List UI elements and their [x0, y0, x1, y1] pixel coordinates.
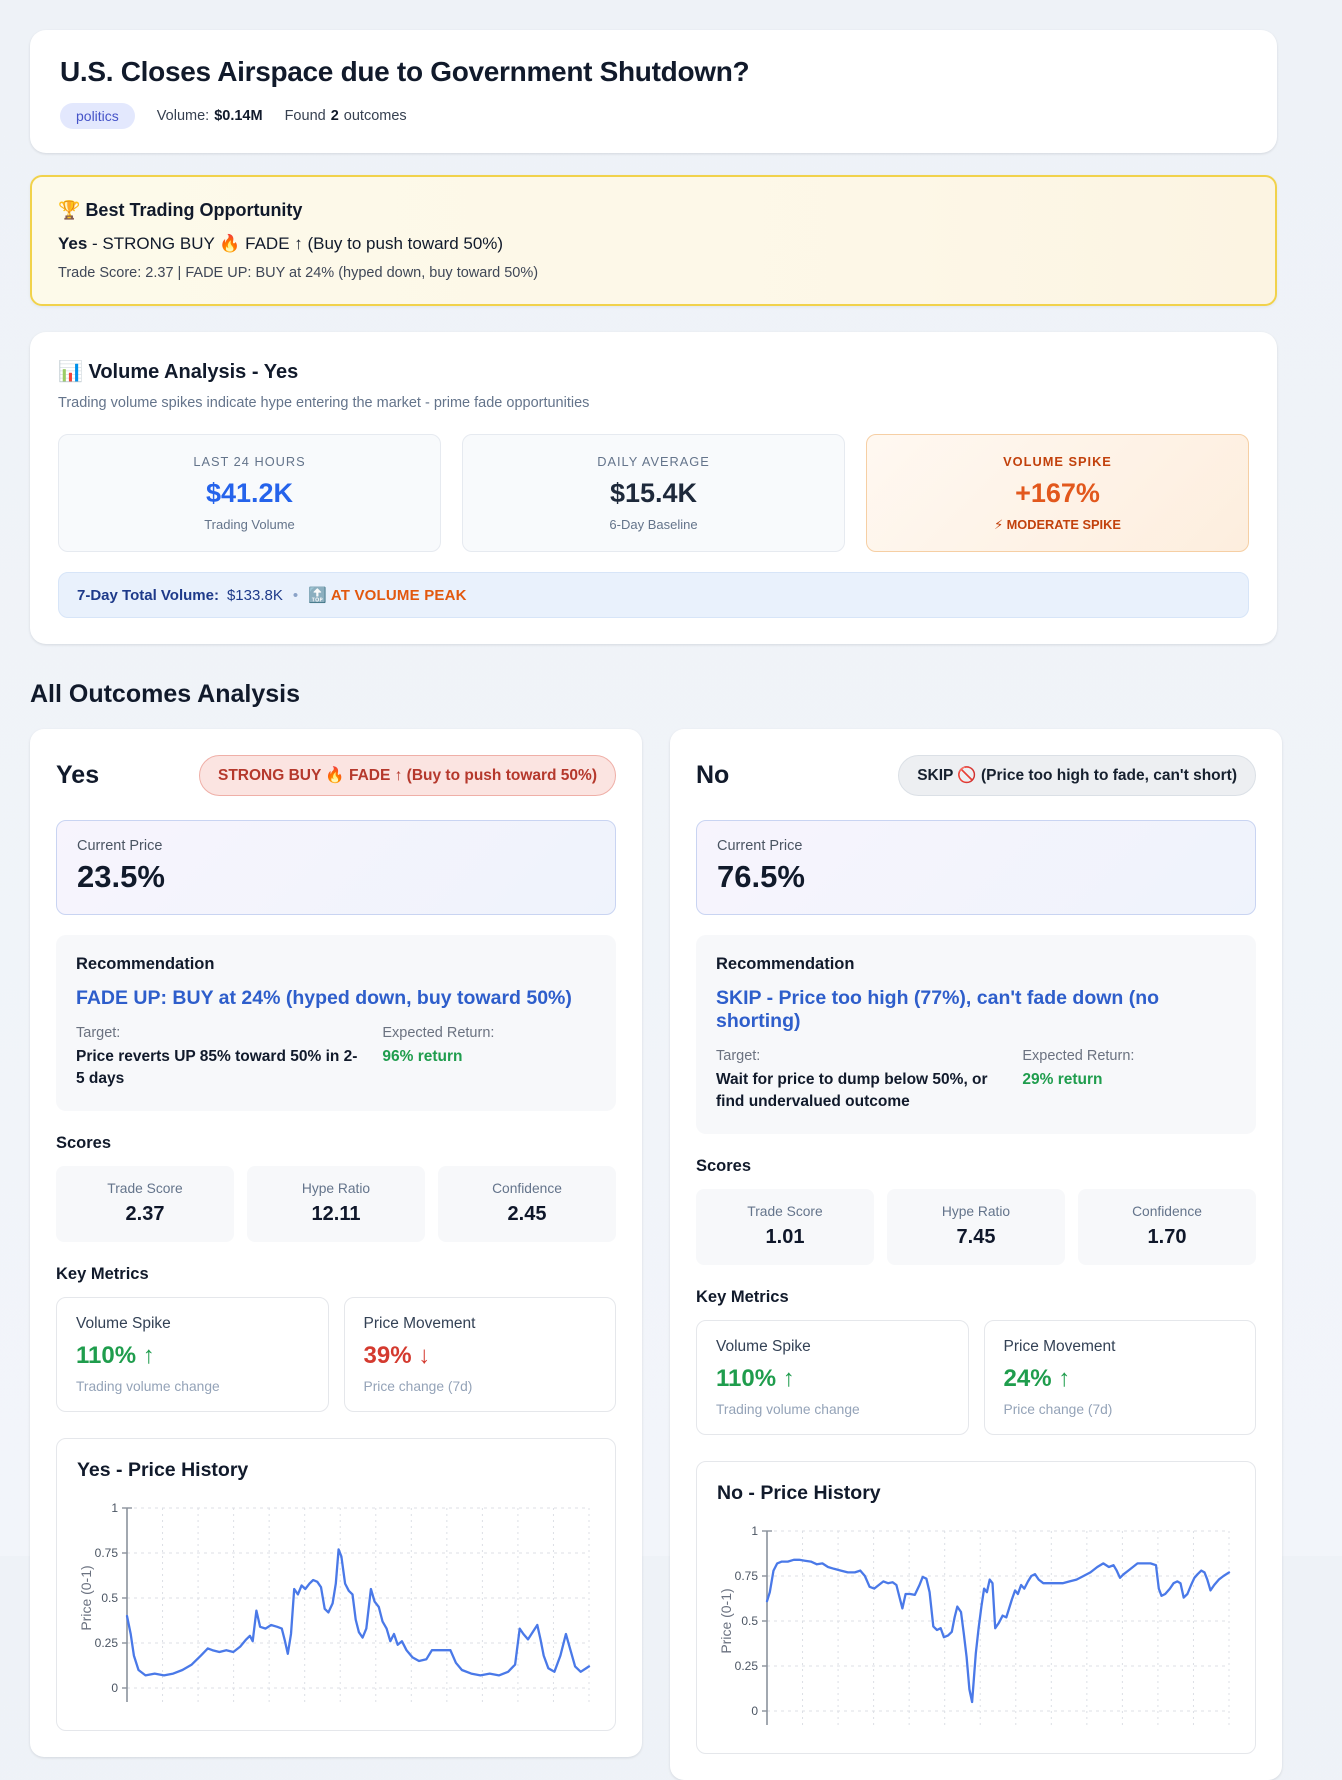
market-title: U.S. Closes Airspace due to Government Shutdown? [60, 56, 750, 87]
volume-spike-metric-no: Volume Spike 110% ↑ Trading volume change [696, 1320, 969, 1435]
svg-text:0: 0 [751, 1703, 758, 1718]
volume-spike-metric-yes: Volume Spike 110% ↑ Trading volume change [56, 1297, 329, 1412]
svg-text:1: 1 [111, 1500, 118, 1515]
signal-badge-no: SKIP 🚫 (Price too high to fade, can't short) [898, 755, 1256, 796]
market-meta-row [60, 103, 1247, 129]
recommendation-text-no: SKIP - Price too high (77%), can't fade down (no shorting) [716, 987, 1160, 1032]
volume-analysis-subtitle: Trading volume spikes indicate hype entering the market - prime fade opportunities [58, 395, 590, 411]
confidence-box-no: Confidence 1.70 [1078, 1189, 1256, 1265]
svg-text:0.75: 0.75 [94, 1545, 118, 1560]
confidence-box-yes: Confidence 2.45 [438, 1166, 616, 1242]
trade-score-box-yes: Trade Score 2.37 [56, 1166, 234, 1242]
scores-heading-yes: Scores [56, 1133, 112, 1152]
found-count: 2 [330, 108, 339, 124]
outcomes-meta [285, 108, 407, 124]
price-movement-metric-no: Price Movement 24% ↑ Price change (7d) [984, 1320, 1257, 1435]
found-suffix: outcomes [343, 108, 407, 124]
expected-return-cell-yes: Expected Return: 96% return [382, 1025, 495, 1065]
price-history-chart-yes [77, 1500, 595, 1710]
best-outcome-name: Yes [58, 234, 88, 253]
svg-text:0: 0 [111, 1680, 118, 1695]
recommendation-text-yes: FADE UP: BUY at 24% (hyped down, buy toward 50%) [76, 987, 572, 1009]
key-metrics-heading-no: Key Metrics [696, 1287, 789, 1306]
down-arrow-icon: ↓ [418, 1341, 431, 1369]
last-24h-value: $41.2K [205, 478, 294, 508]
current-price-box-yes: Current Price 23.5% [56, 820, 616, 915]
signal-badge-yes: STRONG BUY 🔥 FADE ↑ (Buy to push toward 50%) [199, 755, 616, 796]
category-tag: politics [60, 103, 135, 129]
moderate-spike-label: ⚡ MODERATE SPIKE [994, 517, 1121, 532]
key-metrics-heading-yes: Key Metrics [56, 1264, 149, 1283]
target-cell-yes: Target: Price reverts UP 85% toward 50% in 2-5 days [76, 1025, 358, 1088]
outcomes-grid [30, 729, 1277, 1780]
volume-value: $0.14M [214, 108, 263, 124]
market-header-card [30, 30, 1277, 153]
volume-stats-row [58, 434, 1249, 552]
seven-day-total-bar [58, 572, 1249, 618]
up-arrow-icon: ↑ [142, 1341, 155, 1369]
separator-dot: • [292, 586, 299, 604]
svg-text:Price (0-1): Price (0-1) [78, 1565, 94, 1631]
svg-text:0.25: 0.25 [734, 1658, 758, 1673]
found-label: Found [284, 108, 326, 124]
price-history-title-no: No - Price History [717, 1481, 881, 1504]
best-opportunity-headline: Yes - STRONG BUY 🔥 FADE ↑ (Buy to push toward 50%) [58, 234, 504, 253]
trophy-icon: 🏆 [58, 200, 81, 220]
current-price-box-no: Current Price 76.5% [696, 820, 1256, 915]
price-history-card-yes [56, 1438, 616, 1731]
svg-text:Price (0-1): Price (0-1) [718, 1588, 734, 1654]
volume-spike-value: +167% [1015, 478, 1100, 508]
price-movement-metric-yes: Price Movement 39% ↓ Price change (7d) [344, 1297, 617, 1412]
stat-daily-average: DAILY AVERAGE $15.4K 6-Day Baseline [462, 434, 845, 552]
daily-average-value: $15.4K [609, 478, 698, 508]
svg-text:1: 1 [751, 1523, 758, 1538]
outcome-name-yes: Yes [56, 761, 100, 789]
svg-text:0.5: 0.5 [741, 1613, 758, 1628]
total-volume-value: $133.8K [226, 586, 283, 604]
recommendation-box-yes: Recommendation FADE UP: BUY at 24% (hyped down, buy toward 50%) Target: Price reverts UP 85% toward 50% in 2-5 days Expected Return: 96% return [56, 935, 616, 1111]
bar-chart-icon: 📊 [58, 361, 83, 383]
outcome-card-yes [30, 729, 642, 1757]
recommendation-box-no: Recommendation SKIP - Price too high (77%), can't fade down (no shorting) Target: Wait for price to dump below 50%, or find undervalued outcome Expected Return: 29% return [696, 935, 1256, 1134]
up-arrow-icon: ↑ [1058, 1364, 1071, 1392]
best-opportunity-card [30, 175, 1277, 306]
outcome-card-no [670, 729, 1282, 1780]
all-outcomes-heading: All Outcomes Analysis [30, 680, 300, 708]
hype-ratio-box-yes: Hype Ratio 12.11 [247, 1166, 425, 1242]
page-container [30, 0, 1277, 1780]
best-opportunity-title: 🏆 Best Trading Opportunity [58, 200, 303, 220]
stat-volume-spike: VOLUME SPIKE +167% ⚡ MODERATE SPIKE [866, 434, 1249, 552]
price-history-chart-no [717, 1523, 1235, 1733]
svg-text:0.75: 0.75 [734, 1568, 758, 1583]
outcome-name-no: No [696, 761, 730, 789]
current-price-value-yes: 23.5% [77, 859, 165, 894]
volume-analysis-title: 📊 Volume Analysis - Yes [58, 361, 299, 383]
expected-return-cell-no: Expected Return: 29% return [1022, 1048, 1135, 1088]
svg-text:0.5: 0.5 [101, 1590, 118, 1605]
hype-ratio-box-no: Hype Ratio 7.45 [887, 1189, 1065, 1265]
up-arrow-icon: ↑ [782, 1364, 795, 1392]
price-history-title-yes: Yes - Price History [77, 1458, 249, 1481]
volume-peak-label: 🔝 AT VOLUME PEAK [308, 587, 467, 604]
stat-last-24-hours: LAST 24 HOURS $41.2K Trading Volume [58, 434, 441, 552]
total-volume-label: 7-Day Total Volume: [77, 586, 219, 604]
best-opportunity-detail: Trade Score: 2.37 | FADE UP: BUY at 24% (hyped down, buy toward 50%) [58, 265, 539, 281]
price-history-card-no [696, 1461, 1256, 1754]
volume-analysis-card [30, 332, 1277, 644]
volume-label: Volume: [156, 108, 210, 124]
scores-heading-no: Scores [696, 1156, 752, 1175]
target-cell-no: Target: Wait for price to dump below 50%, or find undervalued outcome [716, 1048, 988, 1111]
trade-score-box-no: Trade Score 1.01 [696, 1189, 874, 1265]
volume-meta [157, 108, 263, 124]
current-price-value-no: 76.5% [717, 859, 805, 894]
svg-text:0.25: 0.25 [94, 1635, 118, 1650]
